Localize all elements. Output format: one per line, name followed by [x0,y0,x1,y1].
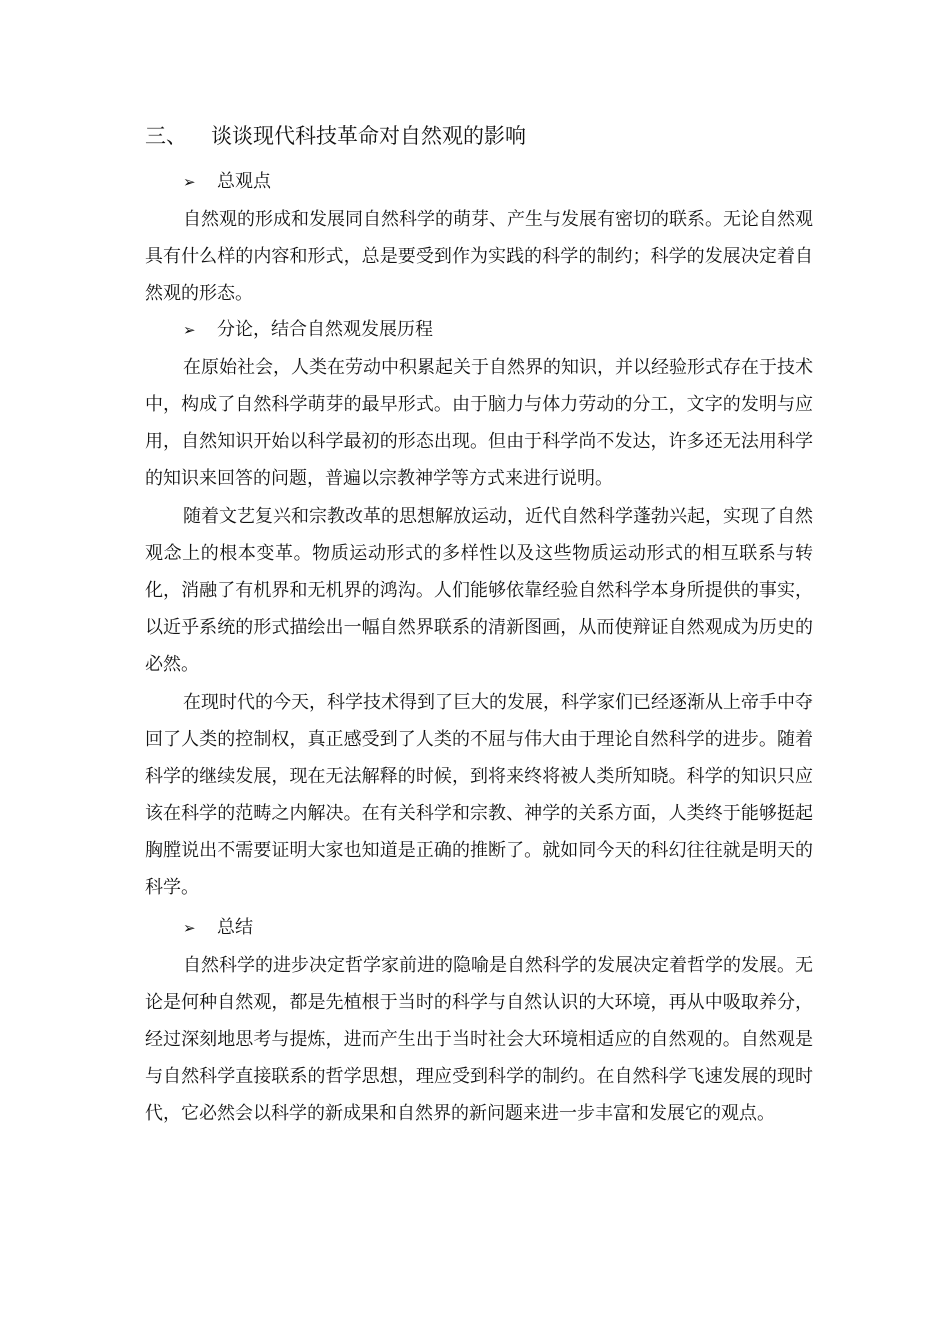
arrow-bullet-icon: ➢ [183,321,196,339]
bullet-summary [183,914,253,942]
paragraph-primitive-society: 在原始社会，人类在劳动中积累起关于自然界的知识，并以经验形式存在于技术中，构成了自然科学萌芽的最早形式。由于脑力与体力劳动的分工，文字的发明与应用，自然知识开始以科学最初的形态出现。但由于科学尚不发达，许多还无法用科学的知识来回答的问题，普遍以宗教神学等方式来进行说明。 [145,357,813,489]
paragraph-overall-view: 自然观的形成和发展同自然科学的萌芽、产生与发展有密切的联系。无论自然观具有什么样的内容和形式，总是要受到作为实践的科学的制约；科学的发展决定着自然观的形态。 [145,209,813,304]
arrow-bullet-icon: ➢ [183,919,196,937]
bullet-label: 总观点 [217,171,271,192]
section-heading [145,120,526,152]
paragraph-modern-era: 在现时代的今天，科学技术得到了巨大的发展，科学家们已经逐渐从上帝手中夺回了人类的控制权，真正感受到了人类的不屈与伟大由于理论自然科学的进步。随着科学的继续发展，现在无法解释的时候，到将来终将被人类所知晓。科学的知识只应该在科学的范畴之内解决。在有关科学和宗教、神学的关系方面，人类终于能够挺起胸膛说出不需要证明大家也知道是正确的推断了。就如同今天的科幻往往就是明天的科学。 [145,692,813,898]
bullet-sub-arguments [183,316,433,344]
bullet-label: 分论，结合自然观发展历程 [217,319,433,340]
paragraph-renaissance: 随着文艺复兴和宗教改革的思想解放运动，近代自然科学蓬勃兴起，实现了自然观念上的根本变革。物质运动形式的多样性以及这些物质运动形式的相互联系与转化，消融了有机界和无机界的鸿沟。人们能够依靠经验自然科学本身所提供的事实，以近乎系统的形式描绘出一幅自然界联系的清新图画，从而使辩证自然观成为历史的必然。 [145,506,813,675]
arrow-bullet-icon: ➢ [183,173,196,191]
paragraph-summary: 自然科学的进步决定哲学家前进的隐喻是自然科学的发展决定着哲学的发展。无论是何种自然观，都是先植根于当时的科学与自然认识的大环境，再从中吸取养分，经过深刻地思考与提炼，进而产生出于当时社会大环境相适应的自然观的。自然观是与自然科学直接联系的哲学思想，理应受到科学的制约。在自然科学飞速发展的现时代，它必然会以科学的新成果和自然界的新问题来进一步丰富和发展它的观点。 [145,955,813,1124]
bullet-overall-view [183,168,271,196]
section-title: 谈谈现代科技革命对自然观的影响 [211,124,526,148]
bullet-label: 总结 [217,917,253,938]
section-number: 三、 [145,124,187,148]
